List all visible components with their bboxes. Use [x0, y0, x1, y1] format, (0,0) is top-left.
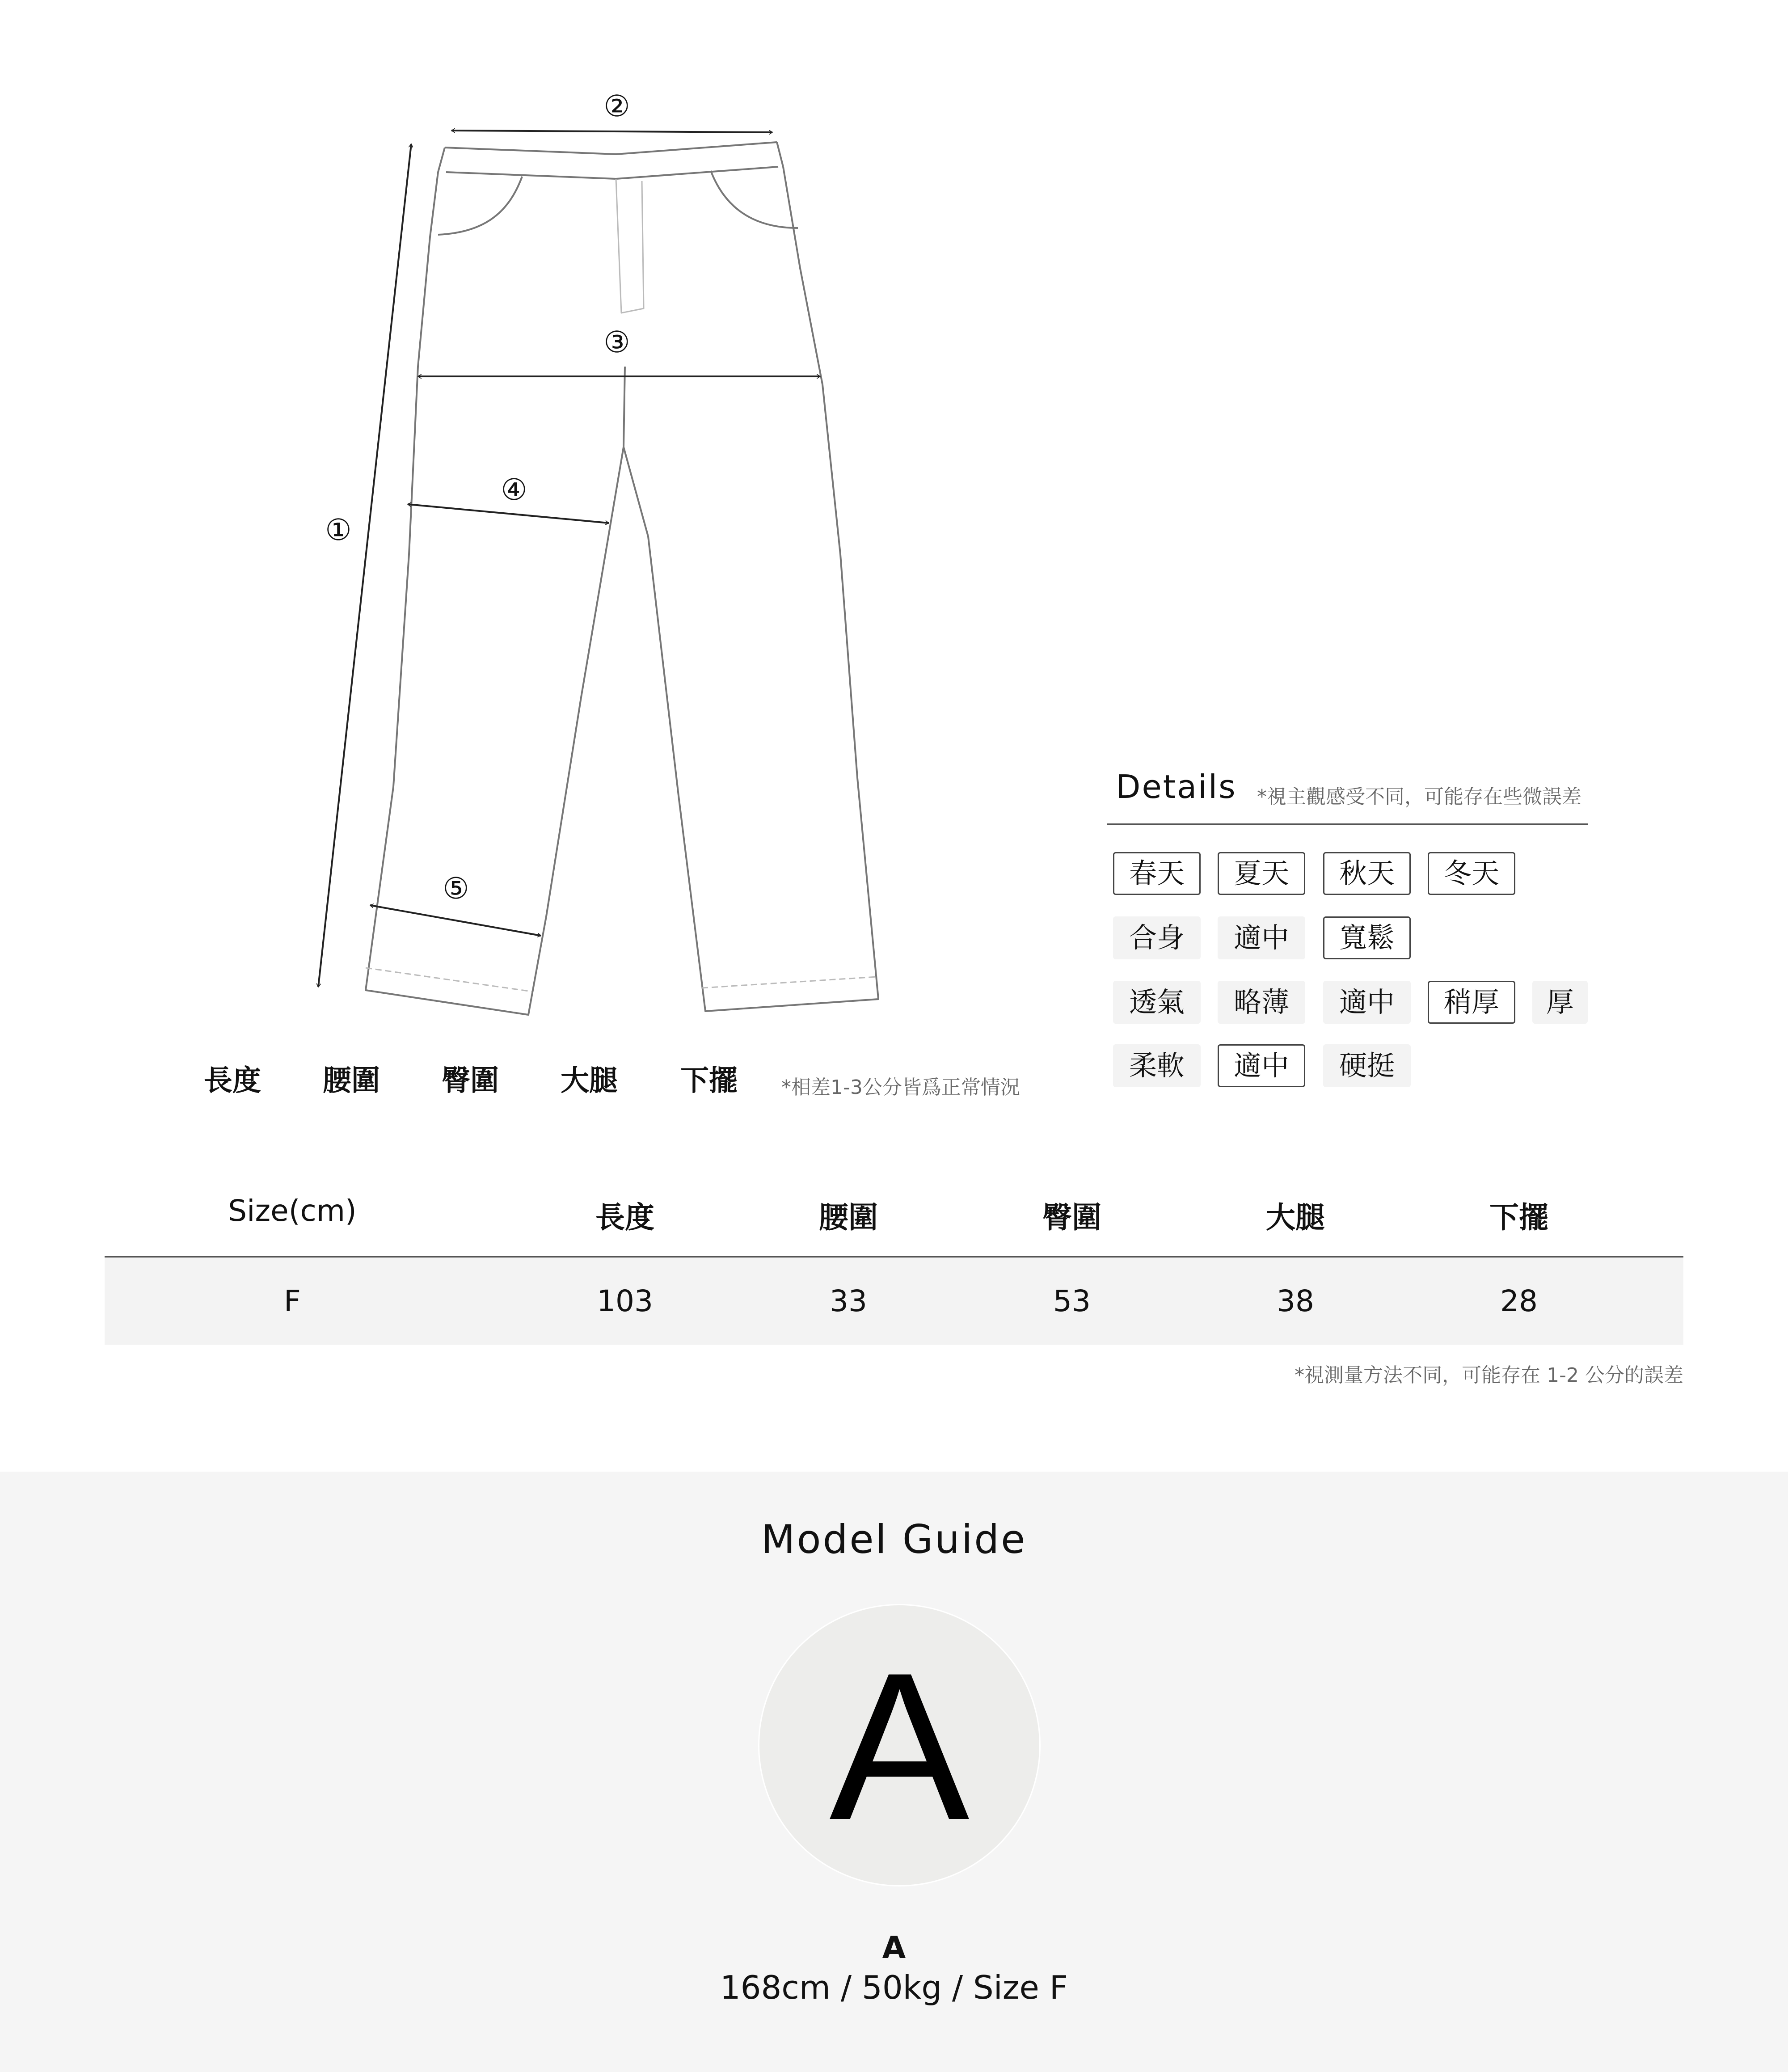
- legend-note: *相差1-3公分皆爲正常情況: [781, 1076, 1020, 1099]
- tag-autumn: 秋天: [1323, 852, 1411, 895]
- tag-softness-medium: 適中: [1218, 1044, 1305, 1087]
- waist-arrow: [451, 131, 772, 132]
- details-title: Details: [1116, 768, 1237, 806]
- tag-summer: 夏天: [1218, 852, 1305, 895]
- tag-fit-loose: 寬鬆: [1323, 916, 1411, 959]
- marker-length: ①: [325, 513, 352, 547]
- legend-hem: 下擺: [680, 1064, 738, 1097]
- legend-length: 長度: [204, 1064, 261, 1097]
- header-hip: 臀圍: [1042, 1200, 1101, 1235]
- header-hem: 下擺: [1489, 1200, 1548, 1235]
- legend-thigh: 大腿: [561, 1064, 618, 1097]
- model-avatar: A: [758, 1604, 1041, 1886]
- details-note: *視主觀感受不同，可能存在些微誤差: [1257, 785, 1581, 808]
- marker-waist: ②: [603, 89, 630, 123]
- table-note: *視測量方法不同，可能存在 1-2 公分的誤差: [1295, 1364, 1683, 1387]
- legend-hip: 臀圍: [442, 1064, 499, 1097]
- tag-thickness-medium: 適中: [1323, 981, 1411, 1024]
- length-arrow: [318, 144, 411, 987]
- header-thigh: 大腿: [1266, 1200, 1325, 1235]
- tag-slightly-thick: 稍厚: [1428, 981, 1515, 1024]
- measurement-arrows: [318, 131, 820, 987]
- header-size: Size(cm): [228, 1194, 357, 1228]
- marker-hem: ⑤: [443, 871, 469, 906]
- marker-thigh: ④: [501, 473, 527, 507]
- cell-size: F: [284, 1284, 301, 1318]
- model-stats: 168cm / 50kg / Size F: [720, 1969, 1068, 2006]
- tag-stiff: 硬挺: [1323, 1044, 1411, 1087]
- tag-thick: 厚: [1532, 981, 1588, 1024]
- tag-fit-slim: 合身: [1113, 916, 1201, 959]
- tag-soft: 柔軟: [1113, 1044, 1201, 1087]
- thigh-arrow: [408, 504, 609, 523]
- legend-waist: 腰圍: [323, 1064, 380, 1097]
- model-name: A: [882, 1930, 906, 1966]
- tag-spring: 春天: [1113, 852, 1201, 895]
- model-guide-title: Model Guide: [761, 1516, 1027, 1562]
- details-divider: [1107, 823, 1588, 825]
- cell-length: 103: [597, 1284, 653, 1318]
- header-length: 長度: [595, 1200, 654, 1235]
- marker-hip: ③: [603, 325, 630, 359]
- cell-waist: 33: [830, 1284, 867, 1318]
- tag-winter: 冬天: [1428, 852, 1515, 895]
- pants-diagram: [0, 0, 1788, 1028]
- tag-thin: 略薄: [1218, 981, 1305, 1024]
- header-waist: 腰圍: [819, 1200, 878, 1235]
- hem-arrow: [370, 905, 541, 936]
- cell-hip: 53: [1053, 1284, 1091, 1318]
- tag-breathable: 透氣: [1113, 981, 1201, 1024]
- cell-thigh: 38: [1277, 1284, 1314, 1318]
- cell-hem: 28: [1500, 1284, 1538, 1318]
- tag-fit-regular: 適中: [1218, 916, 1305, 959]
